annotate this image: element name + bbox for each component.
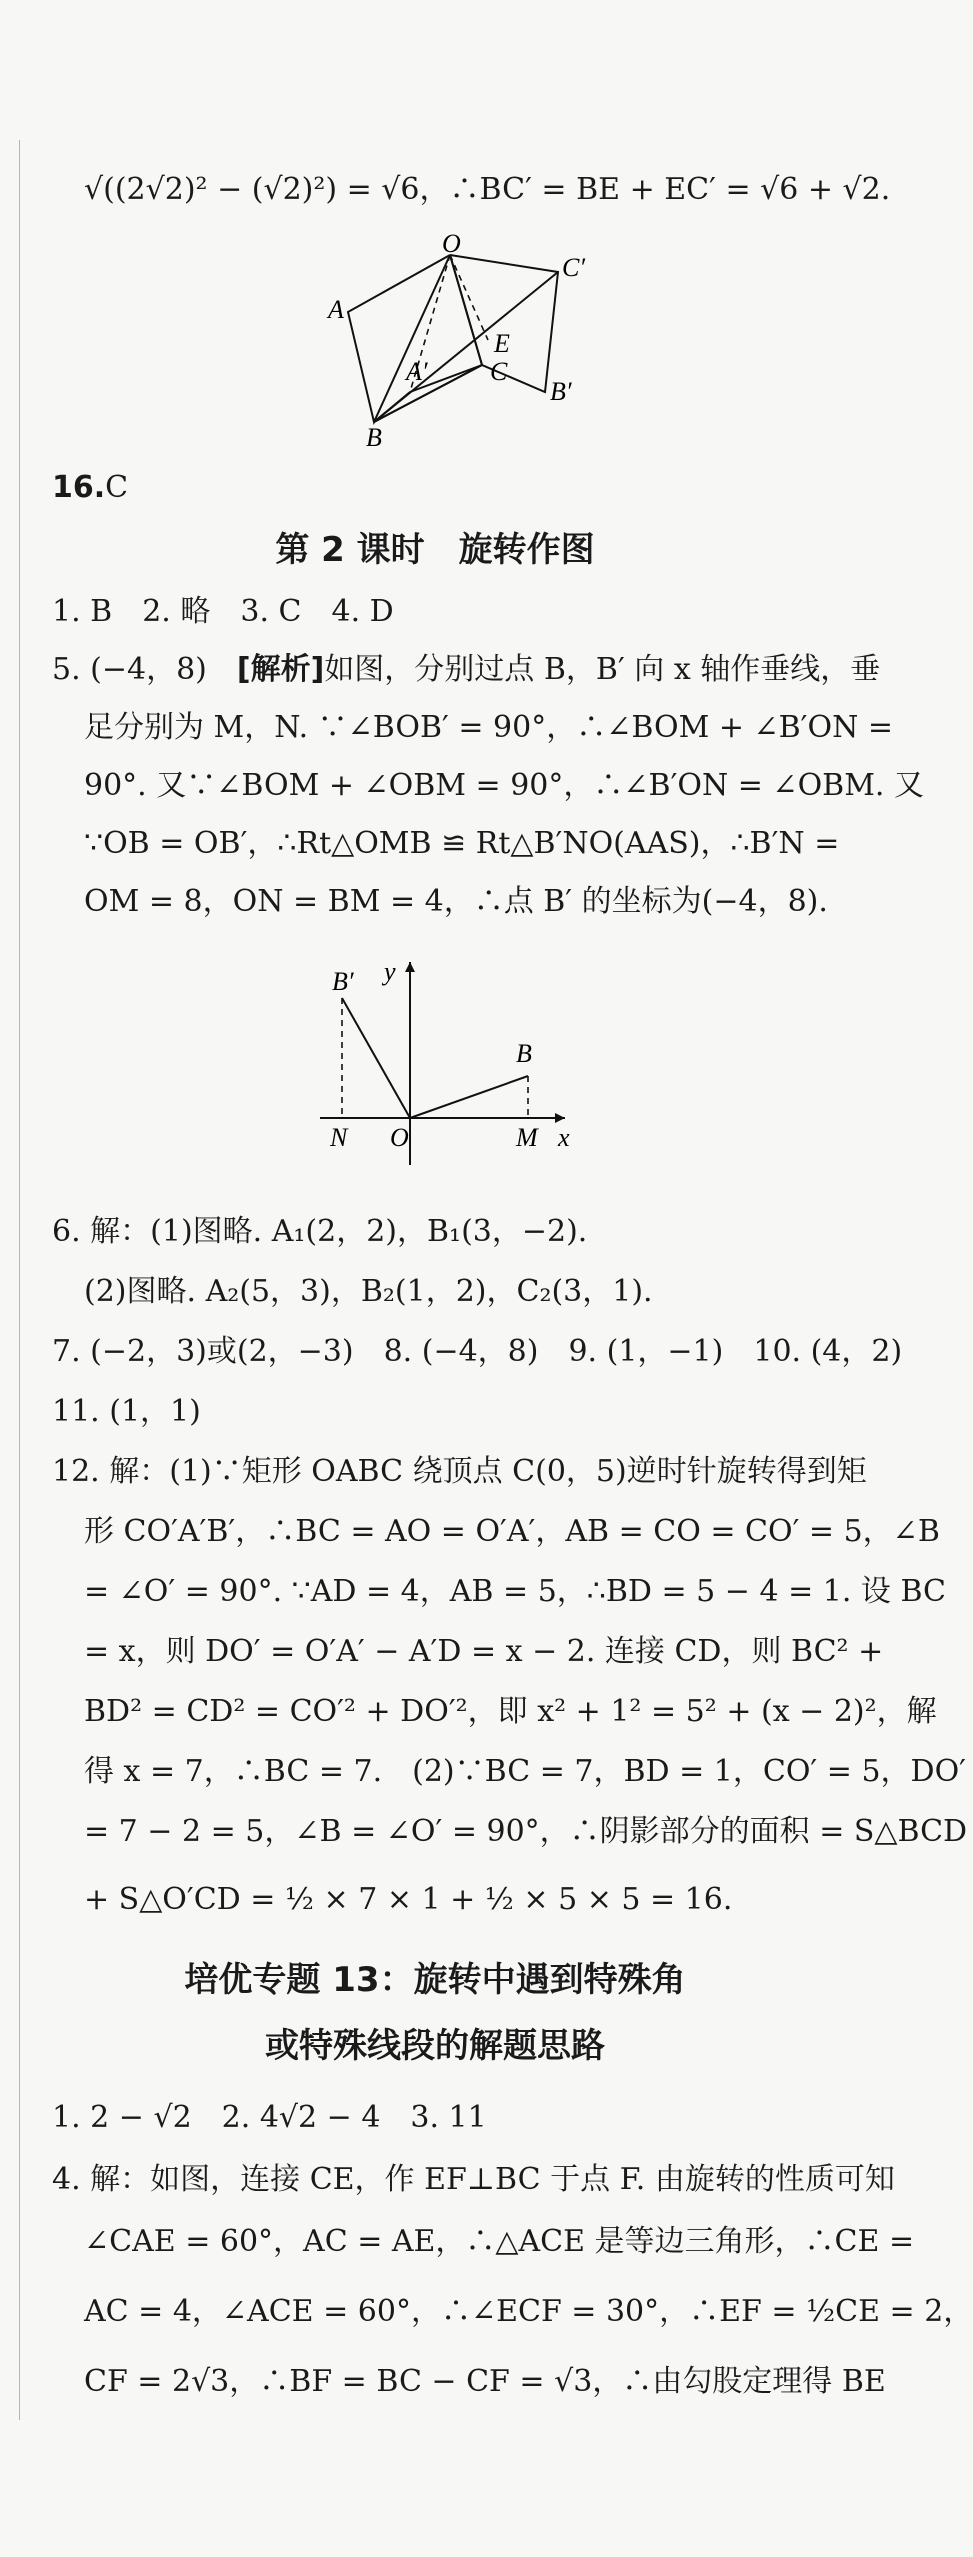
fig2-label-x: x [558, 1123, 570, 1152]
fig1-label-Bp: B′ [550, 377, 572, 406]
text-line-16: = x，则 DO′ = O′A′ − A′D = x − 2. 连接 CD，则 BC² + [84, 1634, 884, 1669]
rotation-figure-1 [310, 229, 610, 452]
fig2-label-Bp: B′ [332, 967, 354, 996]
fig2-label-M: M [516, 1123, 538, 1152]
q5-answer: 5. (−4，8) [52, 652, 237, 687]
text-line-12: 11. (1，1) [52, 1394, 201, 1429]
text-line-3: 1. B 2. 略 3. C 4. D [52, 594, 394, 629]
text-line-19: = 7 − 2 = 5，∠B = ∠O′ = 90°，∴阴影部分的面积 = S△BCD [84, 1814, 968, 1849]
question-number: 16. [52, 470, 106, 505]
answer-text: C [105, 470, 129, 505]
text-line-5: 足分别为 M，N. ∵∠BOB′ = 90°，∴∠BOM + ∠B′ON = [84, 710, 894, 745]
text-line-24: AC = 4，∠ACE = 60°，∴∠ECF = 30°，∴EF = ½CE = 2， [84, 2294, 973, 2329]
text-line-22: 4. 解：如图，连接 CE，作 EF⊥BC 于点 F. 由旋转的性质可知 [52, 2162, 895, 2197]
text-line-6: 90°. 又∵∠BOM + ∠OBM = 90°，∴∠B′ON = ∠OBM. 又 [84, 768, 924, 803]
coordinate-figure-2 [310, 950, 590, 1180]
fig2-label-N: N [330, 1123, 348, 1152]
fig2-label-y: y [384, 957, 396, 986]
text-line-4 [52, 650, 881, 690]
text-line-15: = ∠O′ = 90°. ∵AD = 4，AB = 5，∴BD = 5 − 4 = 1. 设 BC [84, 1574, 947, 1609]
section-title-lesson: 第 2 课时 旋转作图 [275, 530, 595, 570]
text-line-14: 形 CO′A′B′，∴BC = AO = O′A′，AB = CO = CO′ = 5，∠B [84, 1514, 940, 1549]
answer-16 [52, 468, 840, 508]
text-line-11: 7. (−2，3)或(2，−3) 8. (−4，8) 9. (1，−1) 10. (4，2) [52, 1334, 903, 1369]
q5-text: 如图，分别过点 B，B′ 向 x 轴作垂线，垂 [324, 652, 881, 687]
text-line-1: √((2√2)² − (√2)²) = √6，∴BC′ = BE + EC′ = √6 + √2. [84, 172, 891, 207]
fig1-label-O: O [442, 229, 461, 258]
text-line-23: ∠CAE = 60°，AC = AE，∴△ACE 是等边三角形，∴CE = [84, 2224, 915, 2259]
fig2-label-O: O [390, 1123, 409, 1152]
fig1-label-E: E [494, 329, 510, 358]
fig1-label-Ap: A′ [406, 357, 428, 386]
text-line-8: OM = 8，ON = BM = 4，∴点 B′ 的坐标为(−4，8). [84, 884, 828, 919]
fig1-label-Cp: C′ [562, 253, 586, 282]
fig1-label-A: A [328, 295, 344, 324]
text-line-20: + S△O′CD = ½ × 7 × 1 + ½ × 5 × 5 = 16. [84, 1882, 733, 1917]
text-line-10: (2)图略. A₂(5，3)，B₂(1，2)，C₂(3，1). [84, 1274, 653, 1309]
text-line-13: 12. 解：(1)∵矩形 OABC 绕顶点 C(0，5)逆时针旋转得到矩 [52, 1454, 867, 1489]
text-line-17: BD² = CD² = CO′² + DO′²，即 x² + 1² = 5² + (x − 2)²，解 [84, 1694, 937, 1729]
text-line-21: 1. 2 − √2 2. 4√2 − 4 3. 11 [52, 2100, 487, 2135]
text-line-25: CF = 2√3，∴BF = BC − CF = √3，∴由勾股定理得 BE [84, 2364, 886, 2399]
section-title-topic-2: 或特殊线段的解题思路 [265, 2026, 605, 2066]
fig2-label-B: B [516, 1039, 532, 1068]
fig1-label-B: B [366, 423, 382, 452]
text-line-18: 得 x = 7，∴BC = 7. (2)∵BC = 7，BD = 1，CO′ = 5，DO′ [84, 1754, 966, 1789]
text-line-9: 6. 解：(1)图略. A₁(2，2)，B₁(3，−2). [52, 1214, 588, 1249]
fig1-label-C: C [490, 357, 508, 386]
page-margin-line [19, 140, 20, 2420]
analysis-label: [解析] [236, 652, 325, 687]
text-line-7: ∵OB = OB′，∴Rt△OMB ≌ Rt△B′NO(AAS)，∴B′N = [84, 826, 840, 861]
section-title-topic-1: 培优专题 13：旋转中遇到特殊角 [184, 1960, 686, 2000]
